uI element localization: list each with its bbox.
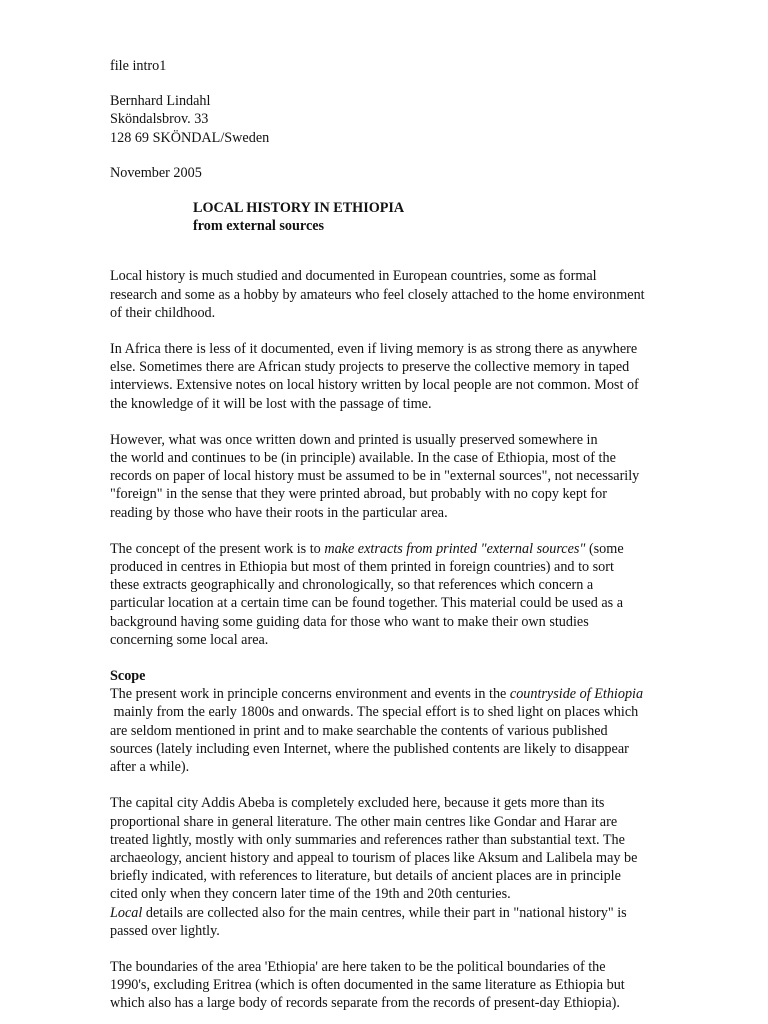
text-line: sources (lately including even Internet, where the published contents are likely to disappear <box>110 740 629 757</box>
text-line: treated lightly, mostly with only summaries and references rather than substantial text. The <box>110 831 625 848</box>
city-address: 128 69 SKÖNDAL/Sweden <box>110 129 270 146</box>
text-line: which also has a large body of records separate from the records of present-day Ethiopia). <box>110 995 620 1012</box>
file-label: file intro1 <box>110 58 167 74</box>
text-line: of their childhood. <box>110 304 216 321</box>
emphasis-text: Local <box>110 904 143 921</box>
text-run: details are collected also for the main centres, while their part in "national history" is <box>142 904 627 921</box>
text-line: proportional share in general literature. The other main centres like Gondar and Harar are <box>110 813 618 830</box>
paragraph-intro <box>110 267 696 322</box>
text-line: concerning some local area. <box>110 631 269 648</box>
street-address: Sköndalsbrov. 33 <box>110 111 209 128</box>
paragraph-however <box>110 431 696 522</box>
text-line: after a while). <box>110 759 190 776</box>
title-sub: from external sources <box>193 218 325 235</box>
text-line <box>110 540 696 558</box>
paragraph-capital <box>110 794 696 940</box>
text-line: records on paper of local history must be assumed to be in "external sources", not necessarily <box>110 468 640 485</box>
text-line: particular location at a certain time can be found together. This material could be used as a <box>110 595 624 612</box>
text-run: (some <box>585 540 624 557</box>
text-line <box>110 685 696 703</box>
text-line: research and some as a hobby by amateurs who feel closely attached to the home environment <box>110 286 645 303</box>
paragraph-concept <box>110 540 696 649</box>
address-block <box>110 92 696 147</box>
text-line: mainly from the early 1800s and onwards. The special effort is to shed light on places which <box>110 704 639 721</box>
text-run: The present work in principle concerns environment and events in the <box>110 686 510 703</box>
text-line: are seldom mentioned in print and to make searchable the contents of various published <box>110 722 608 739</box>
text-line: the knowledge of it will be lost with the passage of time. <box>110 395 432 412</box>
title-main: LOCAL HISTORY IN ETHIOPIA <box>193 200 405 217</box>
document-title <box>110 199 696 235</box>
text-line: produced in centres in Ethiopia but most of them printed in foreign countries) and to sort <box>110 559 614 576</box>
text-line: background having some guiding data for those who want to make their own studies <box>110 613 589 630</box>
text-line: interviews. Extensive notes on local history written by local people are not common. Most of <box>110 377 639 394</box>
paragraph-africa <box>110 340 696 413</box>
text-line: reading by those who have their roots in the particular area. <box>110 504 448 521</box>
text-line: Local history is much studied and documented in European countries, some as formal <box>110 268 597 285</box>
text-line: briefly indicated, with references to literature, but details of ancient places are in principle <box>110 868 621 885</box>
text-line <box>110 904 696 922</box>
text-line: the world and continues to be (in principle) available. In the case of Ethiopia, most of the <box>110 450 616 467</box>
text-line: archaeology, ancient history and appeal to tourism of places like Aksum and Lalibela may be <box>110 849 638 866</box>
emphasis-text: countryside of Ethiopia <box>509 686 644 703</box>
text-line: these extracts geographically and chronologically, so that references which concern a <box>110 577 594 594</box>
author-name: Bernhard Lindahl <box>110 93 211 110</box>
paragraph-boundaries <box>110 958 696 1013</box>
text-line: In Africa there is less of it documented, even if living memory is as strong there as anywhere <box>110 341 638 358</box>
text-line: passed over lightly. <box>110 922 220 939</box>
text-line: The capital city Addis Abeba is completely excluded here, because it gets more than its <box>110 795 605 812</box>
emphasis-text: make extracts from printed "external sources" <box>324 540 586 557</box>
document-date: November 2005 <box>110 164 202 181</box>
text-line: The boundaries of the area 'Ethiopia' are here taken to be the political boundaries of the <box>110 958 606 975</box>
text-line: 1990's, excluding Eritrea (which is often documented in the same literature as Ethiopia but <box>110 977 625 994</box>
text-line: else. Sometimes there are African study projects to preserve the collective memory in taped <box>110 359 630 376</box>
section-scope <box>110 667 696 776</box>
text-line: "foreign" in the sense that they were printed abroad, but probably with no copy kept for <box>110 486 607 503</box>
document-page <box>110 57 696 1013</box>
section-heading: Scope <box>110 668 146 685</box>
text-line: cited only when they concern later time of the 19th and 20th centuries. <box>110 886 511 903</box>
text-line: However, what was once written down and printed is usually preserved somewhere in <box>110 431 598 448</box>
text-run: The concept of the present work is to <box>110 540 325 557</box>
